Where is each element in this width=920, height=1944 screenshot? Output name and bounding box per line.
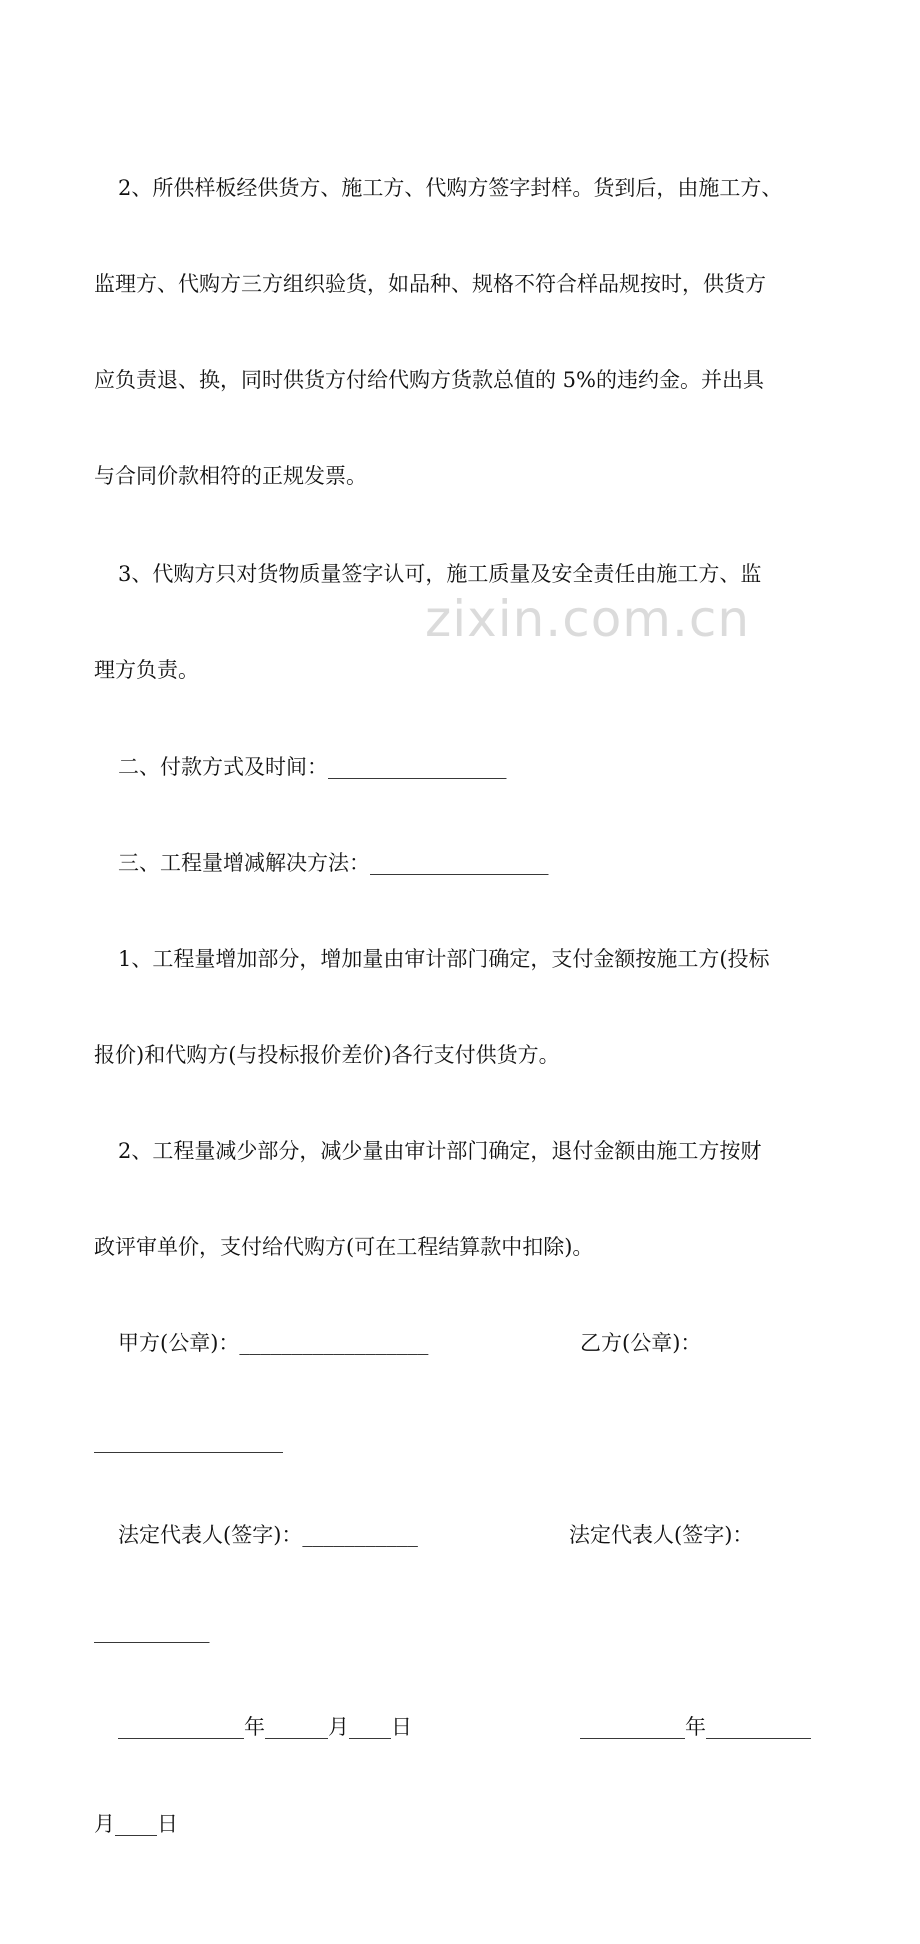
rep-row [0, 1511, 920, 1559]
clause-2-line-1 [0, 164, 920, 212]
text-line: 1、工程量增加部分，增加量由审计部门确定，支付金额按施工方(投标 [118, 947, 770, 971]
text-line: 政评审单价，支付给代购方(可在工程结算款中扣除)。 [94, 1235, 594, 1259]
clause-3-line-2 [0, 646, 920, 694]
text-line: 报价)和代购方(与投标报价差价)各行支付供货方。 [94, 1043, 560, 1067]
date-row [0, 1703, 920, 1751]
text-line: 2、所供样板经供货方、施工方、代购方签字封样。货到后，由施工方、 [118, 176, 783, 200]
clause-2-line-3 [0, 356, 920, 404]
text-line: 三、工程量增减解决方法：_________________ [118, 851, 549, 875]
increase-line-2 [0, 1031, 920, 1079]
party-a-row [0, 1319, 920, 1367]
decrease-line-1 [0, 1127, 920, 1175]
payment-terms [0, 743, 920, 791]
party-a-date: ____________年______月____日 [118, 1715, 412, 1739]
party-b-date: __________年__________ [580, 1715, 811, 1739]
text-line: 理方负责。 [94, 658, 199, 682]
text-line: 与合同价款相符的正规发票。 [94, 464, 367, 488]
clause-2-line-2 [0, 260, 920, 308]
party-a-representative: 法定代表人(签字)：___________ [118, 1523, 418, 1547]
decrease-line-2 [0, 1223, 920, 1271]
date-b-cont-row [0, 1800, 920, 1848]
party-a-seal: 甲方(公章)：__________________ [118, 1331, 429, 1355]
text-line: 监理方、代购方三方组织验货，如品种、规格不符合样品规按时，供货方 [94, 272, 766, 296]
clause-3-line-1 [0, 550, 920, 598]
text-line: 二、付款方式及时间：_________________ [118, 755, 507, 779]
clause-2-line-4 [0, 452, 920, 500]
party-b-blank-row [0, 1417, 920, 1465]
party-b-seal: 乙方(公章)： [580, 1331, 702, 1355]
watermark: zixin.com.cn [425, 590, 751, 648]
text-line: 3、代购方只对货物质量签字认可，施工质量及安全责任由施工方、监 [118, 562, 762, 586]
rep-b-blank-row [0, 1607, 920, 1655]
text-line: 2、工程量减少部分，减少量由审计部门确定，退付金额由施工方按财 [118, 1139, 762, 1163]
text-line: 应负责退、换，同时供货方付给代购方货款总值的 5%的违约金。并出具 [94, 368, 764, 392]
party-b-representative: 法定代表人(签字)： [569, 1523, 754, 1547]
party-b-date-cont: 月____日 [94, 1812, 178, 1836]
quantity-heading [0, 839, 920, 887]
increase-line-1 [0, 935, 920, 983]
party-b-blank: __________________ [94, 1429, 283, 1453]
party-b-representative-blank: ___________ [94, 1619, 210, 1643]
